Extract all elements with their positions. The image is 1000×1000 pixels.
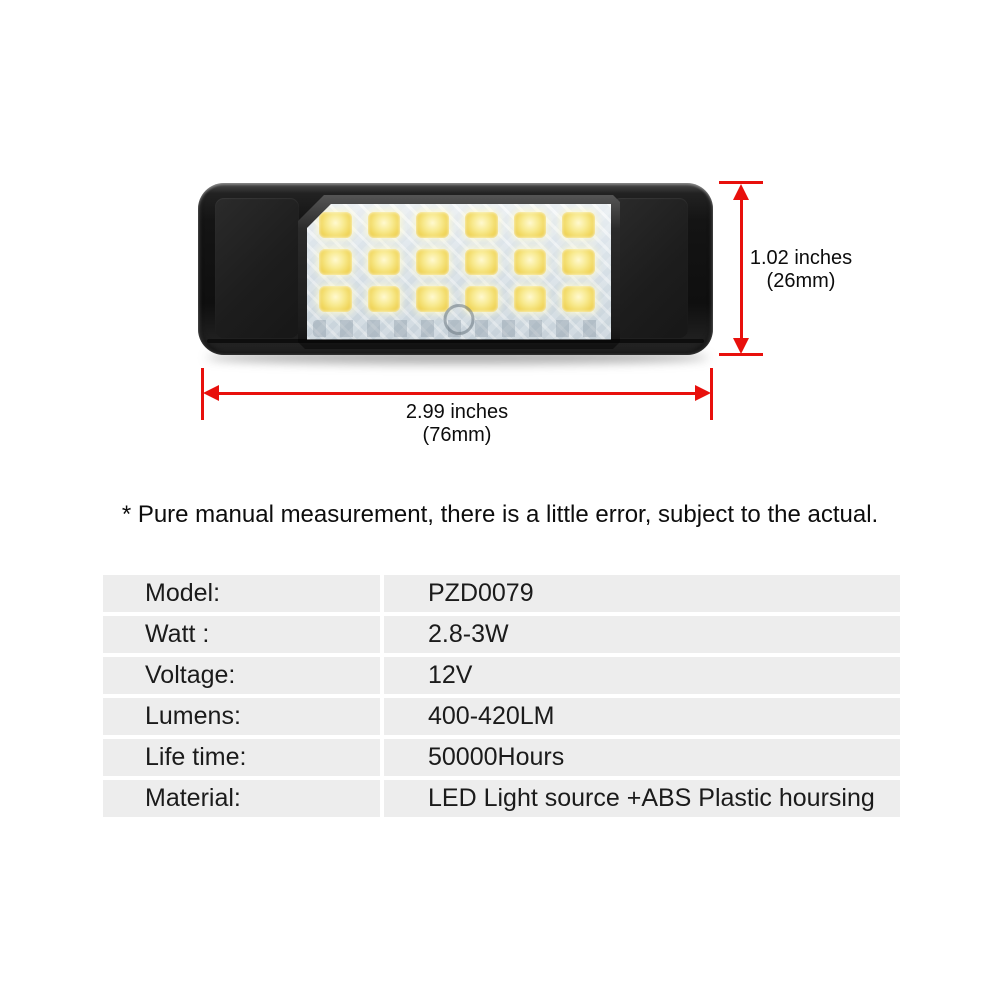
led-chip [368,286,401,312]
spec-value: 400-420LM [384,698,900,735]
screw-hole [444,304,475,335]
housing-left-panel [215,198,299,338]
spec-row-lifetime [103,739,900,776]
led-chip [368,212,401,238]
spec-table [103,575,900,817]
spec-row-watt [103,616,900,653]
spec-label: Voltage: [103,657,380,694]
spec-label: Material: [103,780,380,817]
spec-row-voltage [103,657,900,694]
arrowhead-down-icon [733,338,749,354]
measurement-disclaimer: * Pure manual measurement, there is a little error, subject to the actual. [121,501,879,528]
led-chip [465,212,498,238]
spec-row-material [103,780,900,817]
spec-value: 2.8-3W [384,616,900,653]
spec-value: 12V [384,657,900,694]
height-mm-text: (26mm) [766,270,836,292]
housing-groove [207,339,704,343]
led-chip [465,249,498,275]
height-dimension-label [742,247,860,293]
spec-row-model [103,575,900,612]
width-dim-line [217,392,697,395]
lamp-housing [198,183,713,355]
housing-right-panel [612,198,688,338]
led-chip [562,212,595,238]
lamp-lens [307,204,611,340]
led-grid [319,212,595,312]
height-dim-bottom-tick [719,353,763,356]
arrowhead-up-icon [733,184,749,200]
led-chip [416,286,449,312]
led-chip [319,212,352,238]
led-chip [319,249,352,275]
led-chip [416,212,449,238]
spec-label: Life time: [103,739,380,776]
led-chip [562,249,595,275]
lens-bezel [298,195,620,349]
spec-value: LED Light source +ABS Plastic hoursing [384,780,900,817]
width-dimension-label [357,401,557,447]
arrowhead-left-icon [203,385,219,401]
spec-label: Watt : [103,616,380,653]
led-chip [368,249,401,275]
height-inches-text: 1.02 inches [749,247,853,269]
spec-value: 50000Hours [384,739,900,776]
led-chip [562,286,595,312]
led-chip [514,249,547,275]
led-chip [514,286,547,312]
led-chip [514,212,547,238]
spec-label: Model: [103,575,380,612]
spec-row-lumens [103,698,900,735]
width-mm-text: (76mm) [422,424,492,446]
spec-value: PZD0079 [384,575,900,612]
width-inches-text: 2.99 inches [405,401,509,423]
width-dim-right-tick [710,368,713,420]
led-chip [416,249,449,275]
arrowhead-right-icon [695,385,711,401]
led-chip [319,286,352,312]
spec-label: Lumens: [103,698,380,735]
